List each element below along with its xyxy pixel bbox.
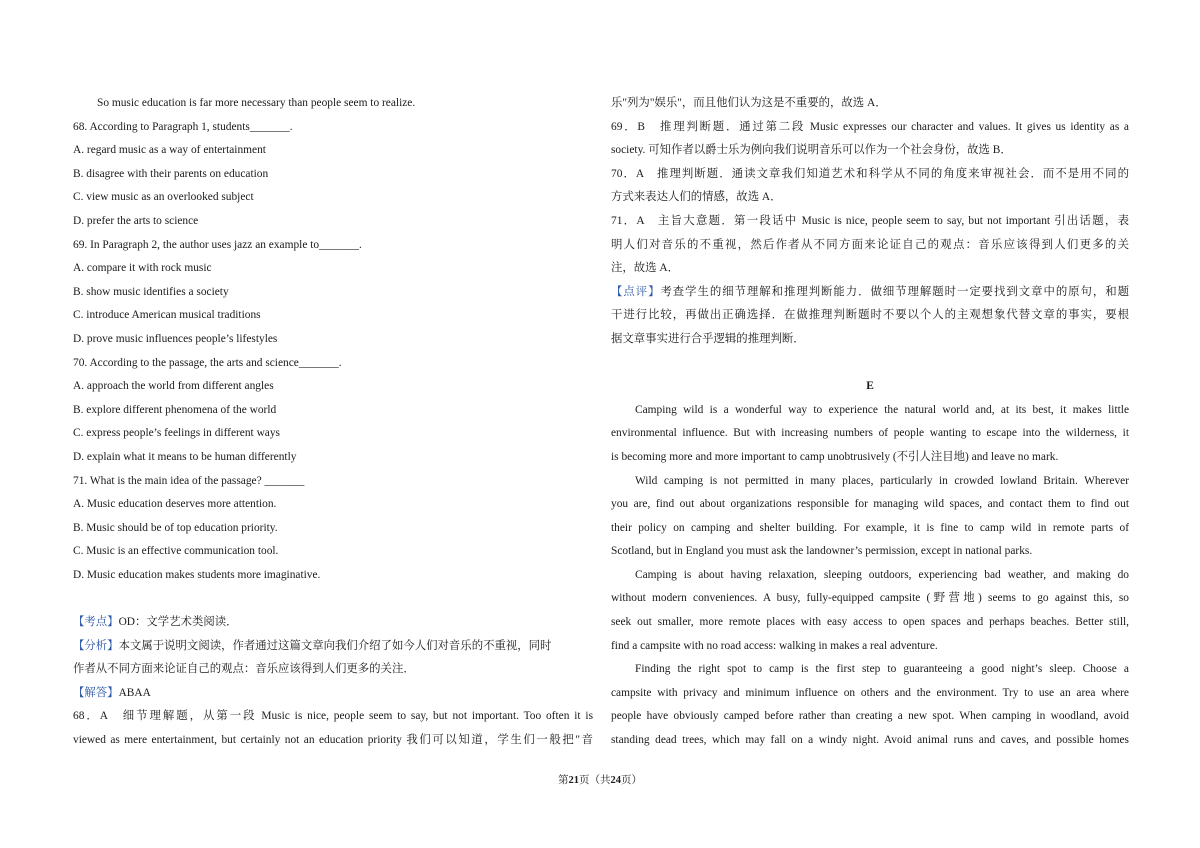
question-71: 71. What is the main idea of the passage? _______ (73, 474, 305, 487)
option-71-d: D. Music education makes students more imaginative. (73, 568, 321, 581)
para-3-line-3: seek out smaller, more remote places with easy access to open spaces and perhaps beaches. Better still, (611, 616, 1129, 629)
spacer (73, 587, 593, 611)
dianping-text-1: 考查学生的细节理解和推理判断能力．做细节理解题时一定要找到文章中的原句，和题 (660, 285, 1129, 298)
answer-70-line-1: 70．A 推理判断题．通读文章我们知道艺术和科学从不同的角度来审视社会．而不是用不同的 (611, 167, 1129, 180)
option-70-b: B. explore different phenomena of the world (73, 403, 277, 416)
fenxi-line-2: 作者从不同方面来论证自己的观点：音乐应该得到人们更多的关注． (73, 663, 415, 676)
section-heading-e: E (866, 380, 874, 393)
option-69-a: A. compare it with rock music (73, 262, 212, 275)
dianping-line-2: 干进行比较，再做出正确选择．在做推理判断题时不要以个人的主观想象代替文章的事实，要根 (611, 309, 1129, 322)
jieda-tag: 【解答】 (73, 686, 119, 699)
para-4-line-3: people have obviously camped before rather than creating a new spot. When camping in woodland, avoid (611, 710, 1129, 723)
footer-prefix: 第 (558, 775, 569, 786)
para-2-line-4: Scotland, but in England you must ask the landowner’s permission, except in national parks. (611, 545, 1033, 558)
answer-68-line-1: 68．A 细节理解题，从第一段 Music is nice, people seem to say, but not important. Too often it is (73, 710, 593, 723)
footer-suffix: 页） (621, 775, 642, 786)
option-69-c: C. introduce American musical traditions (73, 309, 261, 322)
fenxi-line-1 (73, 635, 593, 659)
para-3-line-4: find a campsite with no road access: walking in makes a real adventure. (611, 639, 938, 652)
option-69-d: D. prove music influences people’s lifestyles (73, 332, 278, 345)
para-1-line-3: is becoming more and more important to camp unobtrusively (不引人注目地) and leave no mark. (611, 450, 1059, 463)
answer-68-line-2: viewed as mere entertainment, but certainly not an education priority 我们可以知道，学生们一般把"音 (73, 734, 593, 747)
kaodian-tag: 【考点】 (73, 616, 119, 629)
option-71-a: A. Music education deserves more attention. (73, 498, 277, 511)
answer-69-line-2: society. 可知作者以爵士乐为例向我们说明音乐可以作为一个社会身份，故选 B． (611, 144, 1012, 157)
option-68-c: C. view music as an overlooked subject (73, 191, 254, 204)
option-71-b: B. Music should be of top education priority. (73, 521, 278, 534)
page-number: 21 (568, 775, 579, 786)
total-pages: 24 (610, 775, 621, 786)
option-69-b: B. show music identifies a society (73, 285, 229, 298)
question-69: 69. In Paragraph 2, the author uses jazz an example to_______. (73, 238, 362, 251)
jieda-line (73, 682, 593, 706)
option-70-a: A. approach the world from different angles (73, 380, 274, 393)
option-70-d: D. explain what it means to be human differently (73, 450, 297, 463)
right-column (611, 92, 1129, 753)
para-2-line-2: you are, find out about organizations responsible for managing wild spaces, and contact them to find out (611, 498, 1129, 511)
page-footer (0, 772, 1200, 787)
para-1-line-2: environmental influence. But with increasing numbers of people wanting to escape into the wilderness, it (611, 427, 1129, 440)
para-2-line-1: Wild camping is not permitted in many places, particularly in crowded lowland Britain. Wherever (635, 474, 1129, 487)
spacer (611, 352, 1129, 376)
question-68: 68. According to Paragraph 1, students_______. (73, 120, 293, 133)
answer-71-line-1: 71．A 主旨大意题．第一段话中 Music is nice, people seem to say, but not important 引出话题，表 (611, 214, 1129, 227)
answer-71-line-3: 注，故选 A． (611, 262, 680, 275)
dianping-line-1 (611, 281, 1129, 305)
footer-middle: 页（共 (579, 775, 611, 786)
option-68-b: B. disagree with their parents on education (73, 167, 269, 180)
kaodian-text: OD：文学艺术类阅读． (118, 616, 238, 629)
para-1-line-1: Camping wild is a wonderful way to experience the natural world and, at its best, it makes little (635, 403, 1129, 416)
kaodian-line (73, 611, 593, 635)
dianping-line-3: 据文章事实进行合乎逻辑的推理判断． (611, 332, 805, 345)
para-4-line-2: campsite with privacy and minimum influence on others and the environment. Try to use an area where (611, 686, 1129, 699)
para-4-line-1: Finding the right spot to camp is the first step to guaranteeing a good night’s sleep. Choose a (635, 663, 1129, 676)
option-68-a: A. regard music as a way of entertainment (73, 144, 266, 157)
jieda-text: ABAA (118, 686, 151, 699)
passage-last-line: So music education is far more necessary than people seem to realize. (97, 97, 416, 109)
para-4-line-4: standing dead trees, which may fall on a windy night. Avoid animal runs and caves, and possible homes (611, 734, 1129, 747)
para-3-line-1: Camping is about having relaxation, sleeping outdoors, experiencing bad weather, and making do (635, 568, 1129, 581)
dianping-tag: 【点评】 (611, 285, 661, 298)
answer-71-line-2: 明人们对音乐的不重视，然后作者从不同方面来论证自己的观点：音乐应该得到人们更多的关 (611, 238, 1129, 251)
question-70: 70. According to the passage, the arts and science_______. (73, 356, 342, 369)
option-70-c: C. express people’s feelings in different ways (73, 427, 280, 440)
answer-69-line-1: 69．B 推理判断题．通过第二段 Music expresses our character and values. It gives us identity as a (611, 120, 1129, 133)
answer-68-line-3: 乐"列为"娱乐"，而且他们认为这是不重要的，故选 A． (611, 97, 887, 109)
option-68-d: D. prefer the arts to science (73, 214, 199, 227)
fenxi-text-1: 本文属于说明文阅读，作者通过这篇文章向我们介绍了如今人们对音乐的不重视，同时 (118, 639, 552, 652)
para-3-line-2: without modern conveniences. A busy, fully-equipped campsite (野营地) seems to go against this, so (611, 592, 1129, 605)
left-column (73, 92, 593, 753)
fenxi-tag: 【分析】 (73, 639, 119, 652)
answer-70-line-2: 方式来表达人们的情感，故选 A． (611, 191, 782, 204)
option-71-c: C. Music is an effective communication tool. (73, 545, 279, 558)
para-2-line-3: their policy on camping and shelter building. For example, it is fine to camp wild in remote parts of (611, 521, 1129, 534)
